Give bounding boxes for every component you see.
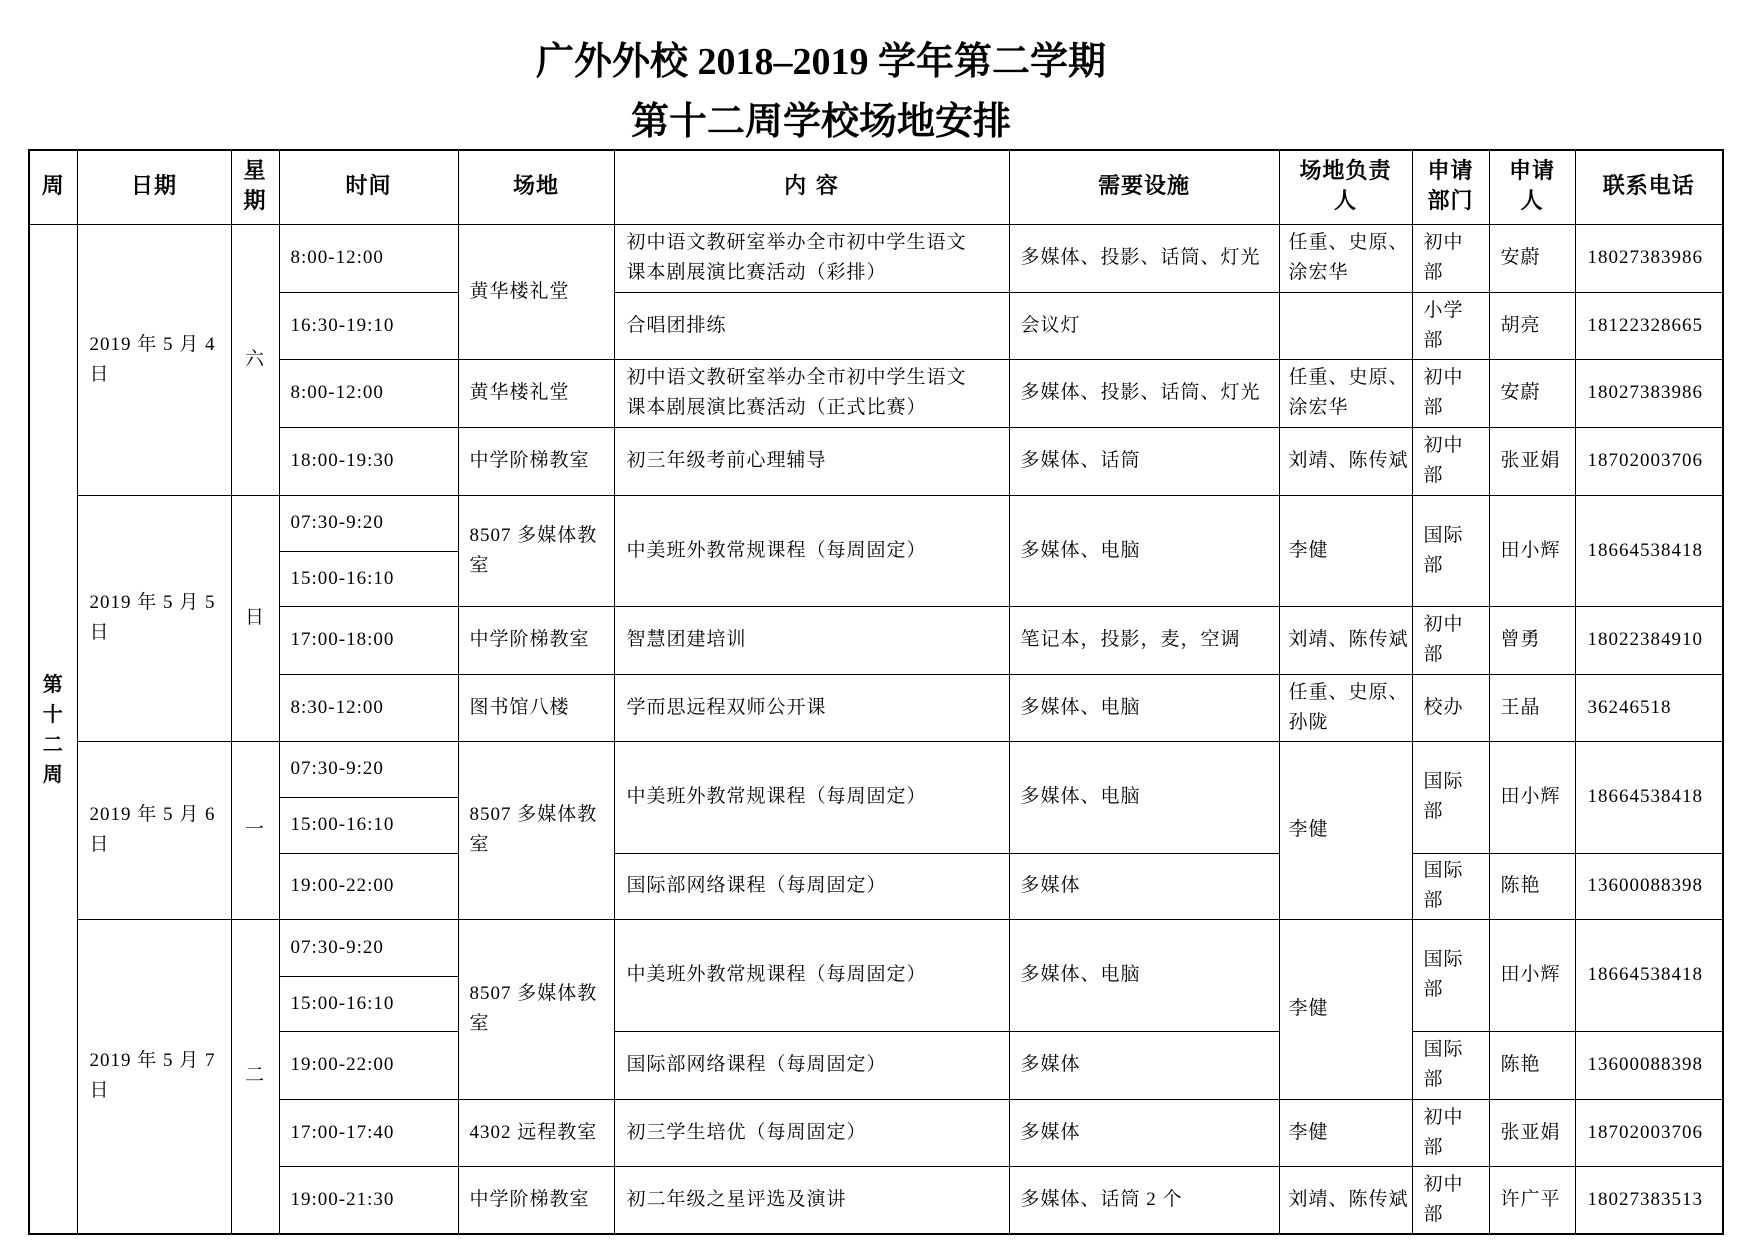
venue-cell: 黄华楼礼堂 (458, 359, 614, 427)
date-cell: 2019 年 5 月 4 日 (77, 224, 231, 495)
phone-cell: 36246518 (1575, 674, 1723, 741)
manager-cell: 任重、史原、涂宏华 (1279, 359, 1412, 427)
header-date: 日期 (77, 150, 231, 224)
table-row (29, 1166, 1723, 1234)
table-row (29, 919, 1723, 976)
time-cell: 07:30-9:20 (279, 919, 458, 976)
equipment-cell: 多媒体、投影、话筒、灯光 (1009, 359, 1279, 427)
applicant-cell: 陈艳 (1489, 853, 1575, 919)
applicant-cell: 张亚娟 (1489, 1099, 1575, 1166)
content-cell: 中美班外教常规课程（每周固定） (614, 495, 1009, 606)
table-row (29, 495, 1723, 551)
equipment-cell: 会议灯 (1009, 292, 1279, 359)
applicant-cell: 田小辉 (1489, 919, 1575, 1031)
manager-cell: 李健 (1279, 919, 1412, 1099)
header-dept: 申请部门 (1412, 150, 1489, 224)
content-cell: 初三年级考前心理辅导 (614, 427, 1009, 495)
week-label: 第十二周 (42, 671, 64, 786)
date-cell: 2019 年 5 月 5 日 (77, 495, 231, 741)
dept-cell: 初中部 (1412, 359, 1489, 427)
applicant-cell: 田小辉 (1489, 741, 1575, 853)
time-cell: 15:00-16:10 (279, 551, 458, 606)
time-cell: 07:30-9:20 (279, 741, 458, 797)
manager-cell: 李健 (1279, 495, 1412, 606)
phone-cell: 18702003706 (1575, 427, 1723, 495)
manager-cell: 刘靖、陈传斌 (1279, 606, 1412, 674)
time-cell: 17:00-18:00 (279, 606, 458, 674)
equipment-cell: 多媒体、电脑 (1009, 674, 1279, 741)
document-title (521, 32, 1121, 152)
venue-cell: 中学阶梯教室 (458, 1166, 614, 1234)
table-row (29, 427, 1723, 495)
dept-cell: 国际部 (1412, 1031, 1489, 1099)
equipment-cell: 多媒体、投影、话筒、灯光 (1009, 224, 1279, 292)
equipment-cell: 笔记本，投影，麦，空调 (1009, 606, 1279, 674)
content-cell: 初中语文教研室举办全市初中学生语文课本剧展演比赛活动（彩排） (614, 224, 1009, 292)
weekday-cell: 日 (231, 495, 279, 741)
applicant-cell: 安蔚 (1489, 359, 1575, 427)
manager-cell: 刘靖、陈传斌 (1279, 427, 1412, 495)
venue-cell: 8507 多媒体教室 (458, 741, 614, 919)
dept-cell: 国际部 (1412, 495, 1489, 606)
week-cell (29, 224, 77, 1234)
phone-cell: 13600088398 (1575, 1031, 1723, 1099)
equipment-cell: 多媒体 (1009, 1031, 1279, 1099)
phone-cell: 18027383986 (1575, 359, 1723, 427)
content-cell: 中美班外教常规课程（每周固定） (614, 741, 1009, 853)
table-row (29, 1031, 1723, 1099)
applicant-cell: 王晶 (1489, 674, 1575, 741)
venue-cell: 中学阶梯教室 (458, 427, 614, 495)
applicant-cell: 曾勇 (1489, 606, 1575, 674)
table-row (29, 359, 1723, 427)
phone-cell: 13600088398 (1575, 853, 1723, 919)
content-cell: 初中语文教研室举办全市初中学生语文课本剧展演比赛活动（正式比赛） (614, 359, 1009, 427)
venue-cell: 黄华楼礼堂 (458, 224, 614, 359)
schedule-table (28, 149, 1724, 1235)
header-manager: 场地负责人 (1279, 150, 1412, 224)
time-cell: 19:00-22:00 (279, 853, 458, 919)
dept-cell: 小学部 (1412, 292, 1489, 359)
applicant-cell: 张亚娟 (1489, 427, 1575, 495)
equipment-cell: 多媒体、电脑 (1009, 741, 1279, 853)
time-cell: 8:00-12:00 (279, 224, 458, 292)
time-cell: 8:00-12:00 (279, 359, 458, 427)
applicant-cell: 陈艳 (1489, 1031, 1575, 1099)
phone-cell: 18027383986 (1575, 224, 1723, 292)
time-cell: 07:30-9:20 (279, 495, 458, 551)
content-cell: 中美班外教常规课程（每周固定） (614, 919, 1009, 1031)
header-phone: 联系电话 (1575, 150, 1723, 224)
applicant-cell: 许广平 (1489, 1166, 1575, 1234)
table-row (29, 292, 1723, 359)
phone-cell: 18664538418 (1575, 495, 1723, 606)
dept-cell: 初中部 (1412, 606, 1489, 674)
manager-cell (1279, 292, 1412, 359)
weekday-cell: 六 (231, 224, 279, 495)
header-time: 时间 (279, 150, 458, 224)
time-cell: 15:00-16:10 (279, 797, 458, 853)
phone-cell: 18664538418 (1575, 919, 1723, 1031)
content-cell: 初二年级之星评选及演讲 (614, 1166, 1009, 1234)
content-cell: 初三学生培优（每周固定） (614, 1099, 1009, 1166)
venue-cell: 图书馆八楼 (458, 674, 614, 741)
table-row (29, 853, 1723, 919)
header-venue: 场地 (458, 150, 614, 224)
equipment-cell: 多媒体 (1009, 1099, 1279, 1166)
dept-cell: 初中部 (1412, 224, 1489, 292)
phone-cell: 18122328665 (1575, 292, 1723, 359)
header-applicant: 申请人 (1489, 150, 1575, 224)
venue-cell: 4302 远程教室 (458, 1099, 614, 1166)
equipment-cell: 多媒体、话筒 (1009, 427, 1279, 495)
time-cell: 15:00-16:10 (279, 976, 458, 1031)
time-cell: 8:30-12:00 (279, 674, 458, 741)
title-line-1: 广外外校 2018–2019 学年第二学期 (535, 41, 1106, 83)
dept-cell: 初中部 (1412, 427, 1489, 495)
manager-cell: 任重、史原、涂宏华 (1279, 224, 1412, 292)
content-cell: 智慧团建培训 (614, 606, 1009, 674)
dept-cell: 初中部 (1412, 1166, 1489, 1234)
manager-cell: 李健 (1279, 1099, 1412, 1166)
venue-cell: 8507 多媒体教室 (458, 495, 614, 606)
content-cell: 学而思远程双师公开课 (614, 674, 1009, 741)
dept-cell: 校办 (1412, 674, 1489, 741)
phone-cell: 18702003706 (1575, 1099, 1723, 1166)
header-weekday: 星期 (231, 150, 279, 224)
header-week: 周 (29, 150, 77, 224)
date-cell: 2019 年 5 月 6 日 (77, 741, 231, 919)
time-cell: 17:00-17:40 (279, 1099, 458, 1166)
table-row (29, 606, 1723, 674)
weekday-cell: 一 (231, 741, 279, 919)
dept-cell: 初中部 (1412, 1099, 1489, 1166)
table-row (29, 741, 1723, 797)
dept-cell: 国际部 (1412, 919, 1489, 1031)
applicant-cell: 田小辉 (1489, 495, 1575, 606)
content-cell: 合唱团排练 (614, 292, 1009, 359)
header-equipment: 需要设施 (1009, 150, 1279, 224)
venue-cell: 中学阶梯教室 (458, 606, 614, 674)
header-row (29, 150, 1723, 224)
time-cell: 19:00-21:30 (279, 1166, 458, 1234)
equipment-cell: 多媒体 (1009, 853, 1279, 919)
venue-cell: 8507 多媒体教室 (458, 919, 614, 1099)
table-row (29, 674, 1723, 741)
dept-cell: 国际部 (1412, 853, 1489, 919)
phone-cell: 18027383513 (1575, 1166, 1723, 1234)
phone-cell: 18022384910 (1575, 606, 1723, 674)
time-cell: 16:30-19:10 (279, 292, 458, 359)
manager-cell: 李健 (1279, 741, 1412, 919)
time-cell: 18:00-19:30 (279, 427, 458, 495)
weekday-cell: 二 (231, 919, 279, 1234)
title-line-2: 第十二周学校场地安排 (630, 101, 1011, 143)
phone-cell: 18664538418 (1575, 741, 1723, 853)
equipment-cell: 多媒体、电脑 (1009, 495, 1279, 606)
time-cell: 19:00-22:00 (279, 1031, 458, 1099)
header-content: 内 容 (614, 150, 1009, 224)
manager-cell: 刘靖、陈传斌 (1279, 1166, 1412, 1234)
content-cell: 国际部网络课程（每周固定） (614, 1031, 1009, 1099)
date-cell: 2019 年 5 月 7 日 (77, 919, 231, 1234)
applicant-cell: 安蔚 (1489, 224, 1575, 292)
dept-cell: 国际部 (1412, 741, 1489, 853)
content-cell: 国际部网络课程（每周固定） (614, 853, 1009, 919)
equipment-cell: 多媒体、电脑 (1009, 919, 1279, 1031)
applicant-cell: 胡亮 (1489, 292, 1575, 359)
table-row (29, 224, 1723, 292)
manager-cell: 任重、史原、孙陇 (1279, 674, 1412, 741)
equipment-cell: 多媒体、话筒 2 个 (1009, 1166, 1279, 1234)
table-row (29, 1099, 1723, 1166)
